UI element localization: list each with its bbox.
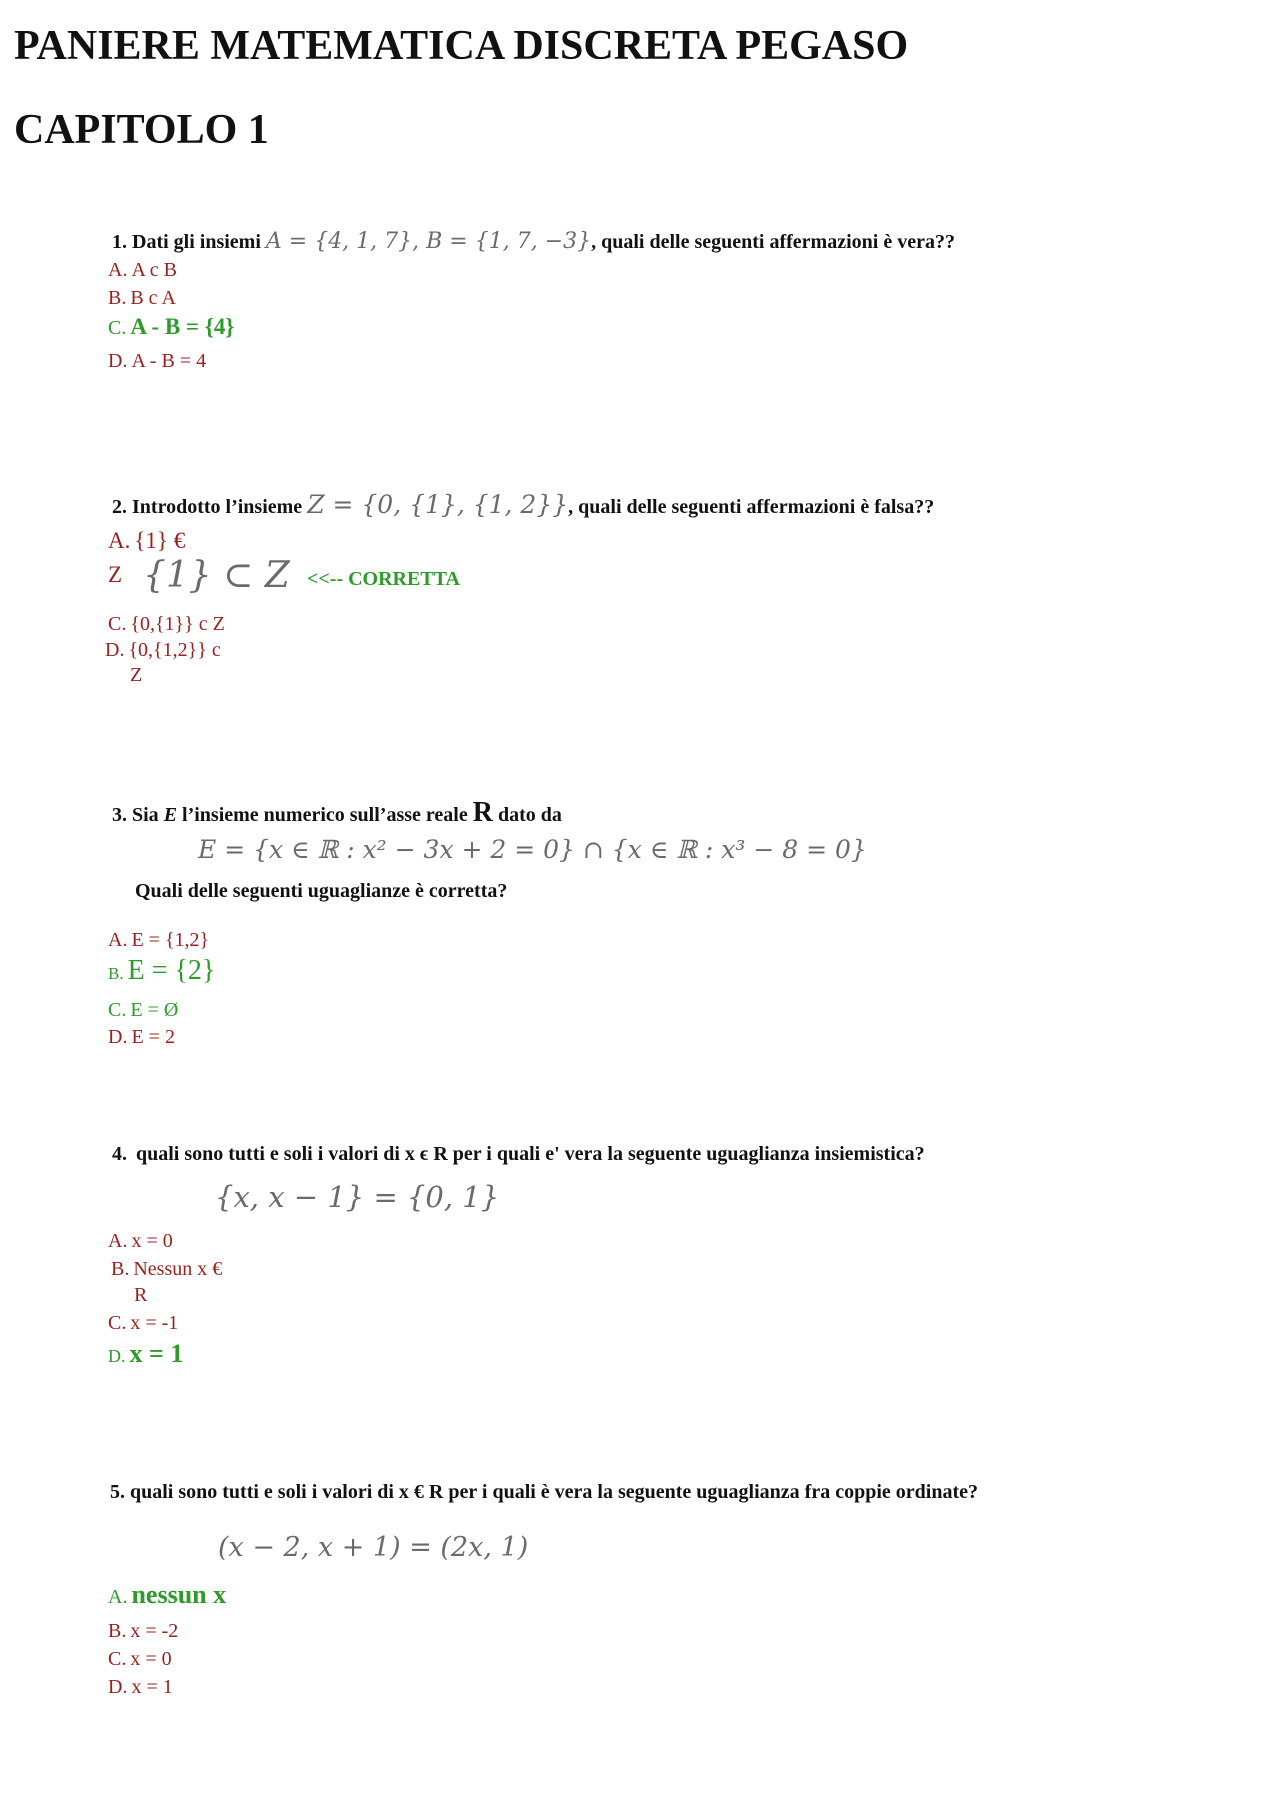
correct-answer-note: <<-- CORRETTA	[307, 568, 460, 590]
question-1-option-c[interactable]	[108, 314, 234, 340]
question-3-formula: E = {x ∈ ℝ : x² − 3x + 2 = 0} ∩ {x ∈ ℝ : x³ − 8 = 0}	[198, 835, 867, 864]
option-letter: B.	[108, 287, 127, 309]
option-letter: D.	[108, 350, 128, 372]
question-2-formula: Z = {0, {1}, {1, 2}}	[307, 490, 569, 519]
option-letter: D.	[108, 1676, 128, 1698]
option-text: nessun x	[131, 1580, 227, 1609]
option-letter: C.	[108, 999, 127, 1021]
question-3-prompt: Quali delle seguenti uguaglianze è corretta?	[135, 880, 508, 902]
question-2-text-b: , quali delle seguenti affermazioni è falsa??	[568, 496, 935, 518]
question-3-text-b: l’insieme numerico sull’asse reale	[182, 804, 468, 826]
option-text: A - B = 4	[131, 350, 207, 372]
option-letter: A.	[108, 528, 131, 553]
question-3-set-name: E	[163, 804, 178, 826]
option-letter: B.	[108, 964, 124, 983]
question-3-option-a[interactable]	[108, 929, 209, 952]
question-2-option-d[interactable]	[105, 639, 221, 662]
question-4-option-b[interactable]	[111, 1258, 222, 1281]
question-1	[112, 229, 955, 254]
question-5-number: 5.	[110, 1481, 125, 1503]
question-2-option-b-letter: Z	[108, 562, 123, 587]
question-5-option-c[interactable]	[108, 1648, 172, 1671]
option-letter: C.	[108, 317, 127, 339]
question-4-option-d[interactable]	[108, 1339, 183, 1369]
question-3-option-d[interactable]	[108, 1026, 175, 1049]
option-text: Nessun x €	[133, 1258, 223, 1280]
question-4-formula: {x, x − 1} = {0, 1}	[215, 1180, 500, 1214]
question-1-option-a[interactable]	[108, 259, 177, 282]
question-2-option-c[interactable]	[108, 613, 225, 636]
question-4-option-c[interactable]	[108, 1312, 178, 1335]
question-5-option-b[interactable]	[108, 1620, 178, 1643]
option-letter: A.	[108, 1230, 128, 1252]
question-2-number: 2.	[112, 496, 127, 518]
question-5	[110, 1481, 978, 1504]
option-text: x = -1	[130, 1312, 179, 1334]
question-5-formula: (x − 2, x + 1) = (2x, 1)	[218, 1532, 529, 1563]
question-3-text-c: dato da	[497, 804, 562, 826]
question-2-option-b-formula[interactable]: {1} ⊂ Z	[143, 555, 290, 596]
option-text: B c A	[130, 287, 176, 309]
option-text: E = {1,2}	[131, 929, 210, 951]
option-letter: C.	[108, 613, 127, 635]
option-text: E = Ø	[130, 999, 179, 1021]
question-3-number: 3.	[112, 804, 127, 826]
option-letter: A.	[108, 929, 128, 951]
question-5-text: quali sono tutti e soli i valori di x € R per i quali è vera la seguente uguaglianza fra coppie ordinate?	[130, 1481, 978, 1503]
question-2	[112, 490, 934, 519]
option-letter: B.	[108, 1620, 127, 1642]
reals-symbol: R	[472, 797, 493, 828]
question-1-number: 1.	[112, 231, 127, 253]
option-letter: D.	[105, 639, 125, 661]
option-text: {0,{1}} c Z	[130, 613, 225, 635]
question-5-option-d[interactable]	[108, 1676, 173, 1699]
question-3-option-c[interactable]	[108, 999, 178, 1022]
question-1-option-d[interactable]	[108, 350, 206, 373]
option-text: A - B = {4}	[130, 314, 235, 339]
option-text: x = 1	[131, 1676, 173, 1698]
question-1-text-b: , quali delle seguenti affermazioni è vera??	[591, 231, 955, 253]
option-letter: A.	[108, 259, 128, 281]
option-text: x = -2	[130, 1620, 179, 1642]
question-2-option-d-wrap: Z	[130, 664, 143, 686]
question-2-text-a: Introdotto l’insieme	[132, 496, 303, 518]
option-text: x = 0	[131, 1230, 173, 1252]
option-letter: D.	[108, 1346, 126, 1366]
option-text: x = 1	[129, 1339, 184, 1368]
option-text: E = 2	[131, 1026, 175, 1048]
option-text: {0,{1,2}} c	[128, 639, 221, 661]
document-title: PANIERE MATEMATICA DISCRETA PEGASO	[14, 23, 909, 69]
option-letter: C.	[108, 1648, 127, 1670]
question-4-option-a[interactable]	[108, 1230, 173, 1253]
option-text: E = {2}	[127, 955, 216, 986]
option-letter: A.	[108, 1586, 128, 1608]
question-1-formula: A = {4, 1, 7}, B = {1, 7, −3}	[265, 229, 592, 254]
option-letter: D.	[108, 1026, 128, 1048]
question-1-option-b[interactable]	[108, 287, 176, 310]
option-text: A c B	[131, 259, 178, 281]
question-3-option-b[interactable]	[108, 955, 215, 987]
question-2-option-a[interactable]	[108, 528, 185, 554]
question-4-option-b-wrap: R	[134, 1284, 148, 1306]
option-text: x = 0	[130, 1648, 172, 1670]
question-4-number: 4.	[112, 1143, 127, 1165]
option-letter: B.	[111, 1258, 130, 1280]
question-4	[112, 1143, 925, 1166]
question-3-text-a: Sia	[132, 804, 159, 826]
chapter-title: CAPITOLO 1	[14, 107, 269, 153]
option-text: {1} €	[134, 528, 186, 553]
question-5-option-a[interactable]	[108, 1580, 226, 1610]
question-1-text-a: Dati gli insiemi	[132, 231, 261, 253]
question-3	[112, 797, 562, 829]
question-4-text: quali sono tutti e soli i valori di x ϵ R per i quali e' vera la seguente uguaglianza insiemistica?	[136, 1143, 925, 1165]
option-letter: C.	[108, 1312, 127, 1334]
